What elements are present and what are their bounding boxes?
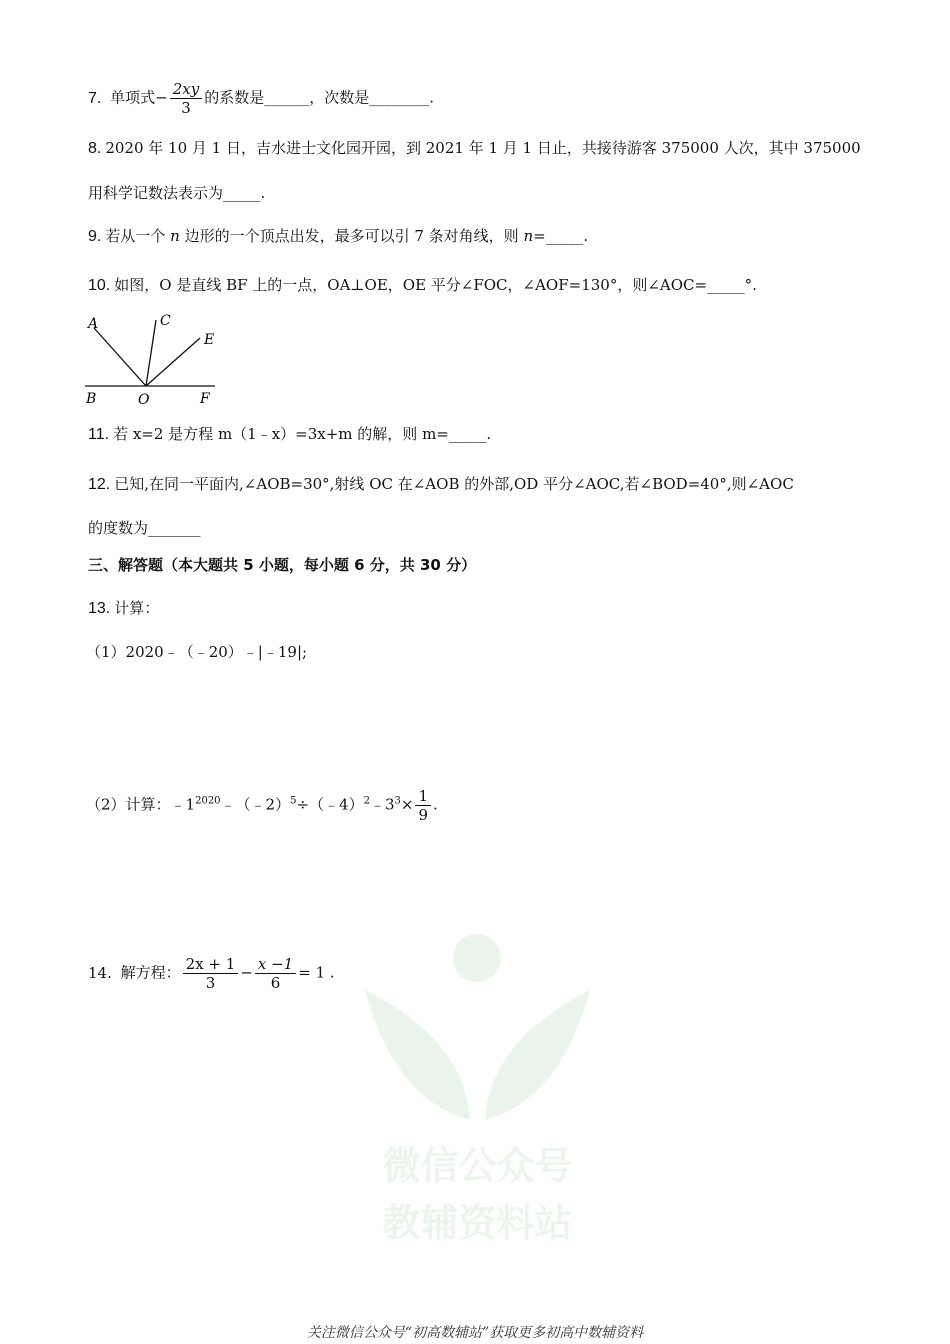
ray-oa <box>94 328 146 386</box>
exponent: 2 <box>363 795 370 807</box>
q7-prefix: 单项式 <box>110 88 156 107</box>
ray-oe <box>146 338 200 386</box>
denominator: 6 <box>270 974 281 992</box>
fraction <box>170 80 202 117</box>
label-a: A <box>88 316 99 332</box>
variable-n: n <box>523 227 534 245</box>
question-8 <box>88 137 861 160</box>
angle-figure <box>80 308 225 408</box>
question-13 <box>88 597 159 620</box>
numerator: 2x + 1 <box>183 955 239 974</box>
numerator: x −1 <box>255 955 296 974</box>
q9-text-c: =_____. <box>533 227 588 245</box>
question-number: 10. <box>88 277 111 294</box>
question-number: 11. <box>88 426 110 443</box>
label-o: O <box>138 392 150 408</box>
section-heading: 三、解答题（本大题共 5 小题，每小题 6 分，共 30 分） <box>88 556 477 574</box>
watermark-line1: 微信公众号 <box>382 1144 573 1188</box>
fraction-2 <box>255 955 296 992</box>
q13-part2 <box>86 787 438 824</box>
watermark-line2: 教辅资料站 <box>382 1201 573 1245</box>
ray-oc <box>146 320 156 386</box>
q14-suffix: = 1 . <box>298 963 335 982</box>
watermark-logo-icon <box>355 930 600 1130</box>
question-7 <box>88 80 434 117</box>
label-e: E <box>204 332 215 348</box>
q13-2-mid1: ﹣（﹣2） <box>220 795 291 814</box>
q13-2-mid2: ÷（﹣4） <box>296 795 364 814</box>
q14-prefix: 解方程： <box>120 963 181 982</box>
question-number: 12. <box>88 476 111 493</box>
q8-text-line2: 用科学记数法表示为_____. <box>88 184 266 202</box>
q9-text-b: 边形的一个顶点出发，最多可以引 7 条对角线，则 <box>184 227 519 245</box>
q12-text-line2: 的度数为_______ <box>88 519 201 537</box>
exponent: 2020 <box>195 795 221 807</box>
label-b: B <box>86 391 97 407</box>
question-14 <box>88 955 335 992</box>
q13-2-mid3: ﹣3 <box>369 795 395 814</box>
q13-2-pre: （2）计算：﹣1 <box>86 795 196 814</box>
exponent: 5 <box>290 795 297 807</box>
watermark <box>355 930 600 1250</box>
denominator: 3 <box>205 974 216 992</box>
question-11 <box>88 423 491 446</box>
numerator: 2xy <box>170 80 202 99</box>
q11-text: 若 x=2 是方程 m（1﹣x）=3x+m 的解，则 m=_____. <box>113 425 492 443</box>
q10-text: 如图，O 是直线 BF 上的一点，OA⊥OE，OE 平分∠FOC，∠AOF=130°，则∠AOC=_____°. <box>114 276 757 294</box>
exponent: 3 <box>394 795 401 807</box>
fraction <box>415 787 431 824</box>
question-number: 7. <box>88 89 102 107</box>
q9-text-a: 若从一个 <box>105 227 166 245</box>
label-c: C <box>160 313 171 329</box>
q8-text-line1: 2020 年 10 月 1 日，吉水进士文化园开园，到 2021 年 1 月 1 日止，共接待游客 375000 人次，其中 375000 <box>105 139 861 157</box>
fraction-1 <box>183 955 239 992</box>
question-number: 9. <box>88 228 102 245</box>
question-10 <box>88 274 757 297</box>
q7-suffix: 的系数是______，次数是________. <box>204 88 434 107</box>
q13-part1: （1）2020﹣（﹣20）﹣|﹣19|; <box>86 643 308 661</box>
question-9 <box>88 225 588 248</box>
denominator: 9 <box>418 806 429 824</box>
q13-text: 计算： <box>114 599 160 617</box>
minus-sign: − <box>240 963 253 982</box>
question-number: 8. <box>88 140 102 157</box>
label-f: F <box>200 391 210 407</box>
question-number: 13. <box>88 600 111 617</box>
page-footer: 关注微信公众号“初高数辅站”获取更多初高中数辅资料 <box>306 1325 644 1341</box>
numerator: 1 <box>415 787 431 806</box>
denominator: 3 <box>181 99 191 117</box>
question-12 <box>88 473 794 496</box>
q12-text-line1: 已知,在同一平面内,∠AOB=30°,射线 OC 在∠AOB 的外部,OD 平分∠AOC,若∠BOD=40°,则∠AOC <box>114 475 794 493</box>
q13-2-mid4: × <box>400 795 414 814</box>
minus-sign: − <box>155 88 168 107</box>
question-number: 14. <box>88 963 112 982</box>
variable-n: n <box>170 227 180 245</box>
q13-2-post: . <box>433 795 438 814</box>
